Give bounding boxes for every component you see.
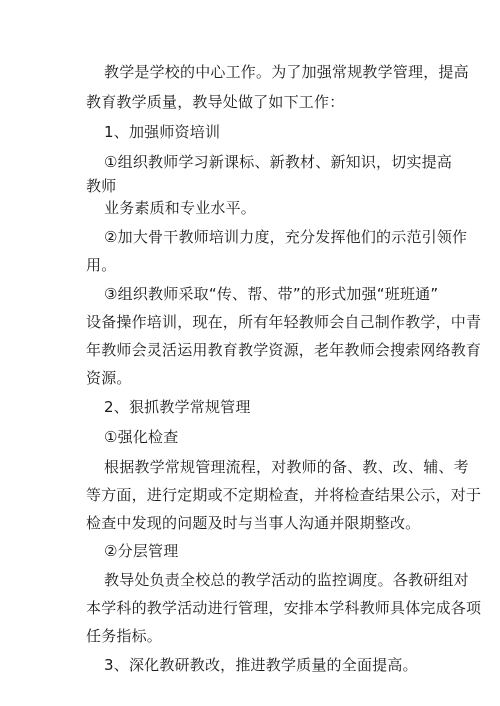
paragraph-line: 教导处负责全校总的教学活动的监控调度。各教研组对 [104,571,469,589]
subsection-heading: ②分层管理 [104,542,179,560]
paragraph-line: 任务指标。 [86,627,163,645]
paragraph-line: 用。 [86,256,117,274]
paragraph-line: 年教师会灵活运用教育教学资源，老年教师会搜索网络教育 [86,341,482,359]
paragraph-line: 教学是学校的中心工作。为了加强常规教学管理，提高 [104,63,469,81]
paragraph-line: 等方面，进行定期或不定期检查，并将检查结果公示，对于 [86,486,482,504]
paragraph-line: 设备操作培训，现在，所有年轻教师会自己制作教学，中青 [86,313,482,331]
paragraph-line: 根据教学常规管理流程，对教师的备、教、改、辅、考 [104,458,469,476]
section-heading: 3、深化教研教改，推进教学质量的全面提高。 [104,656,418,674]
section-heading: 2、狠抓教学常规管理 [104,398,251,416]
paragraph-line: 业务素质和专业水平。 [104,199,257,217]
paragraph-line: ②加大骨干教师培训力度，充分发挥他们的示范引领作 [104,228,468,246]
paragraph-line: 教师 [86,177,117,195]
paragraph-line: ①组织教师学习新课标、新教材、新知识，切实提高 [104,153,453,171]
section-heading: 1、加强师资培训 [104,123,221,141]
paragraph-line: 检查中发现的问题及时与当事人沟通并限期整改。 [86,514,421,532]
paragraph-line: 教育教学质量，教导处做了如下工作： [86,93,345,111]
paragraph-line: 本学科的教学活动进行管理，安排本学科教师具体完成各项 [86,599,482,617]
subsection-heading: ①强化检查 [104,428,179,446]
paragraph-line: 资源。 [86,369,132,387]
paragraph-line: ③组织教师采取“传、帮、带”的形式加强“班班通” [104,285,439,303]
